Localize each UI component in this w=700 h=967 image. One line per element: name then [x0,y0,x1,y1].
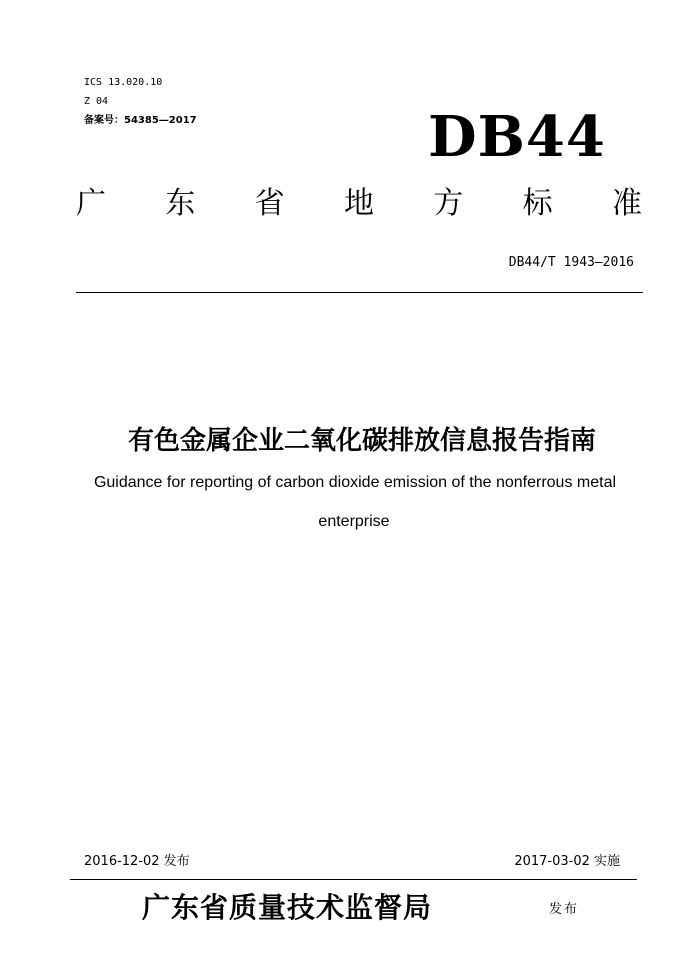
standard-type-char: 标 [522,186,553,221]
title-english-line1: Guidance for reporting of carbon dioxide emission of the nonferrous metal [93,474,617,491]
standard-type-char: 准 [611,186,642,221]
standard-type-char: 省 [254,186,285,221]
title-english-line2: enterprise [318,513,390,530]
ics-code: ICS 13.020.10 [84,77,163,88]
standard-logo: DB44 [428,104,606,170]
standard-type-char: 广 [76,186,106,221]
standard-type-char: 方 [433,186,464,221]
standard-type-char: 地 [343,186,374,221]
standard-number: DB44/T 1943—2016 [508,255,634,270]
issuing-action: 发布 [549,902,580,917]
header-divider [76,292,643,293]
issue-date: 2016-12-02 发布 [84,854,190,869]
record-number: 备案号：54385—2017 [84,115,197,126]
ccs-code: Z 04 [84,96,109,107]
footer-divider [70,879,637,880]
implementation-date: 2017-03-02 实施 [514,854,620,869]
issuing-authority: 广东省质量技术监督局 [142,891,433,924]
standard-type-heading [76,186,642,222]
title-chinese: 有色金属企业二氧化碳排放信息报告指南 [127,426,596,456]
standard-type-char: 东 [165,186,196,221]
